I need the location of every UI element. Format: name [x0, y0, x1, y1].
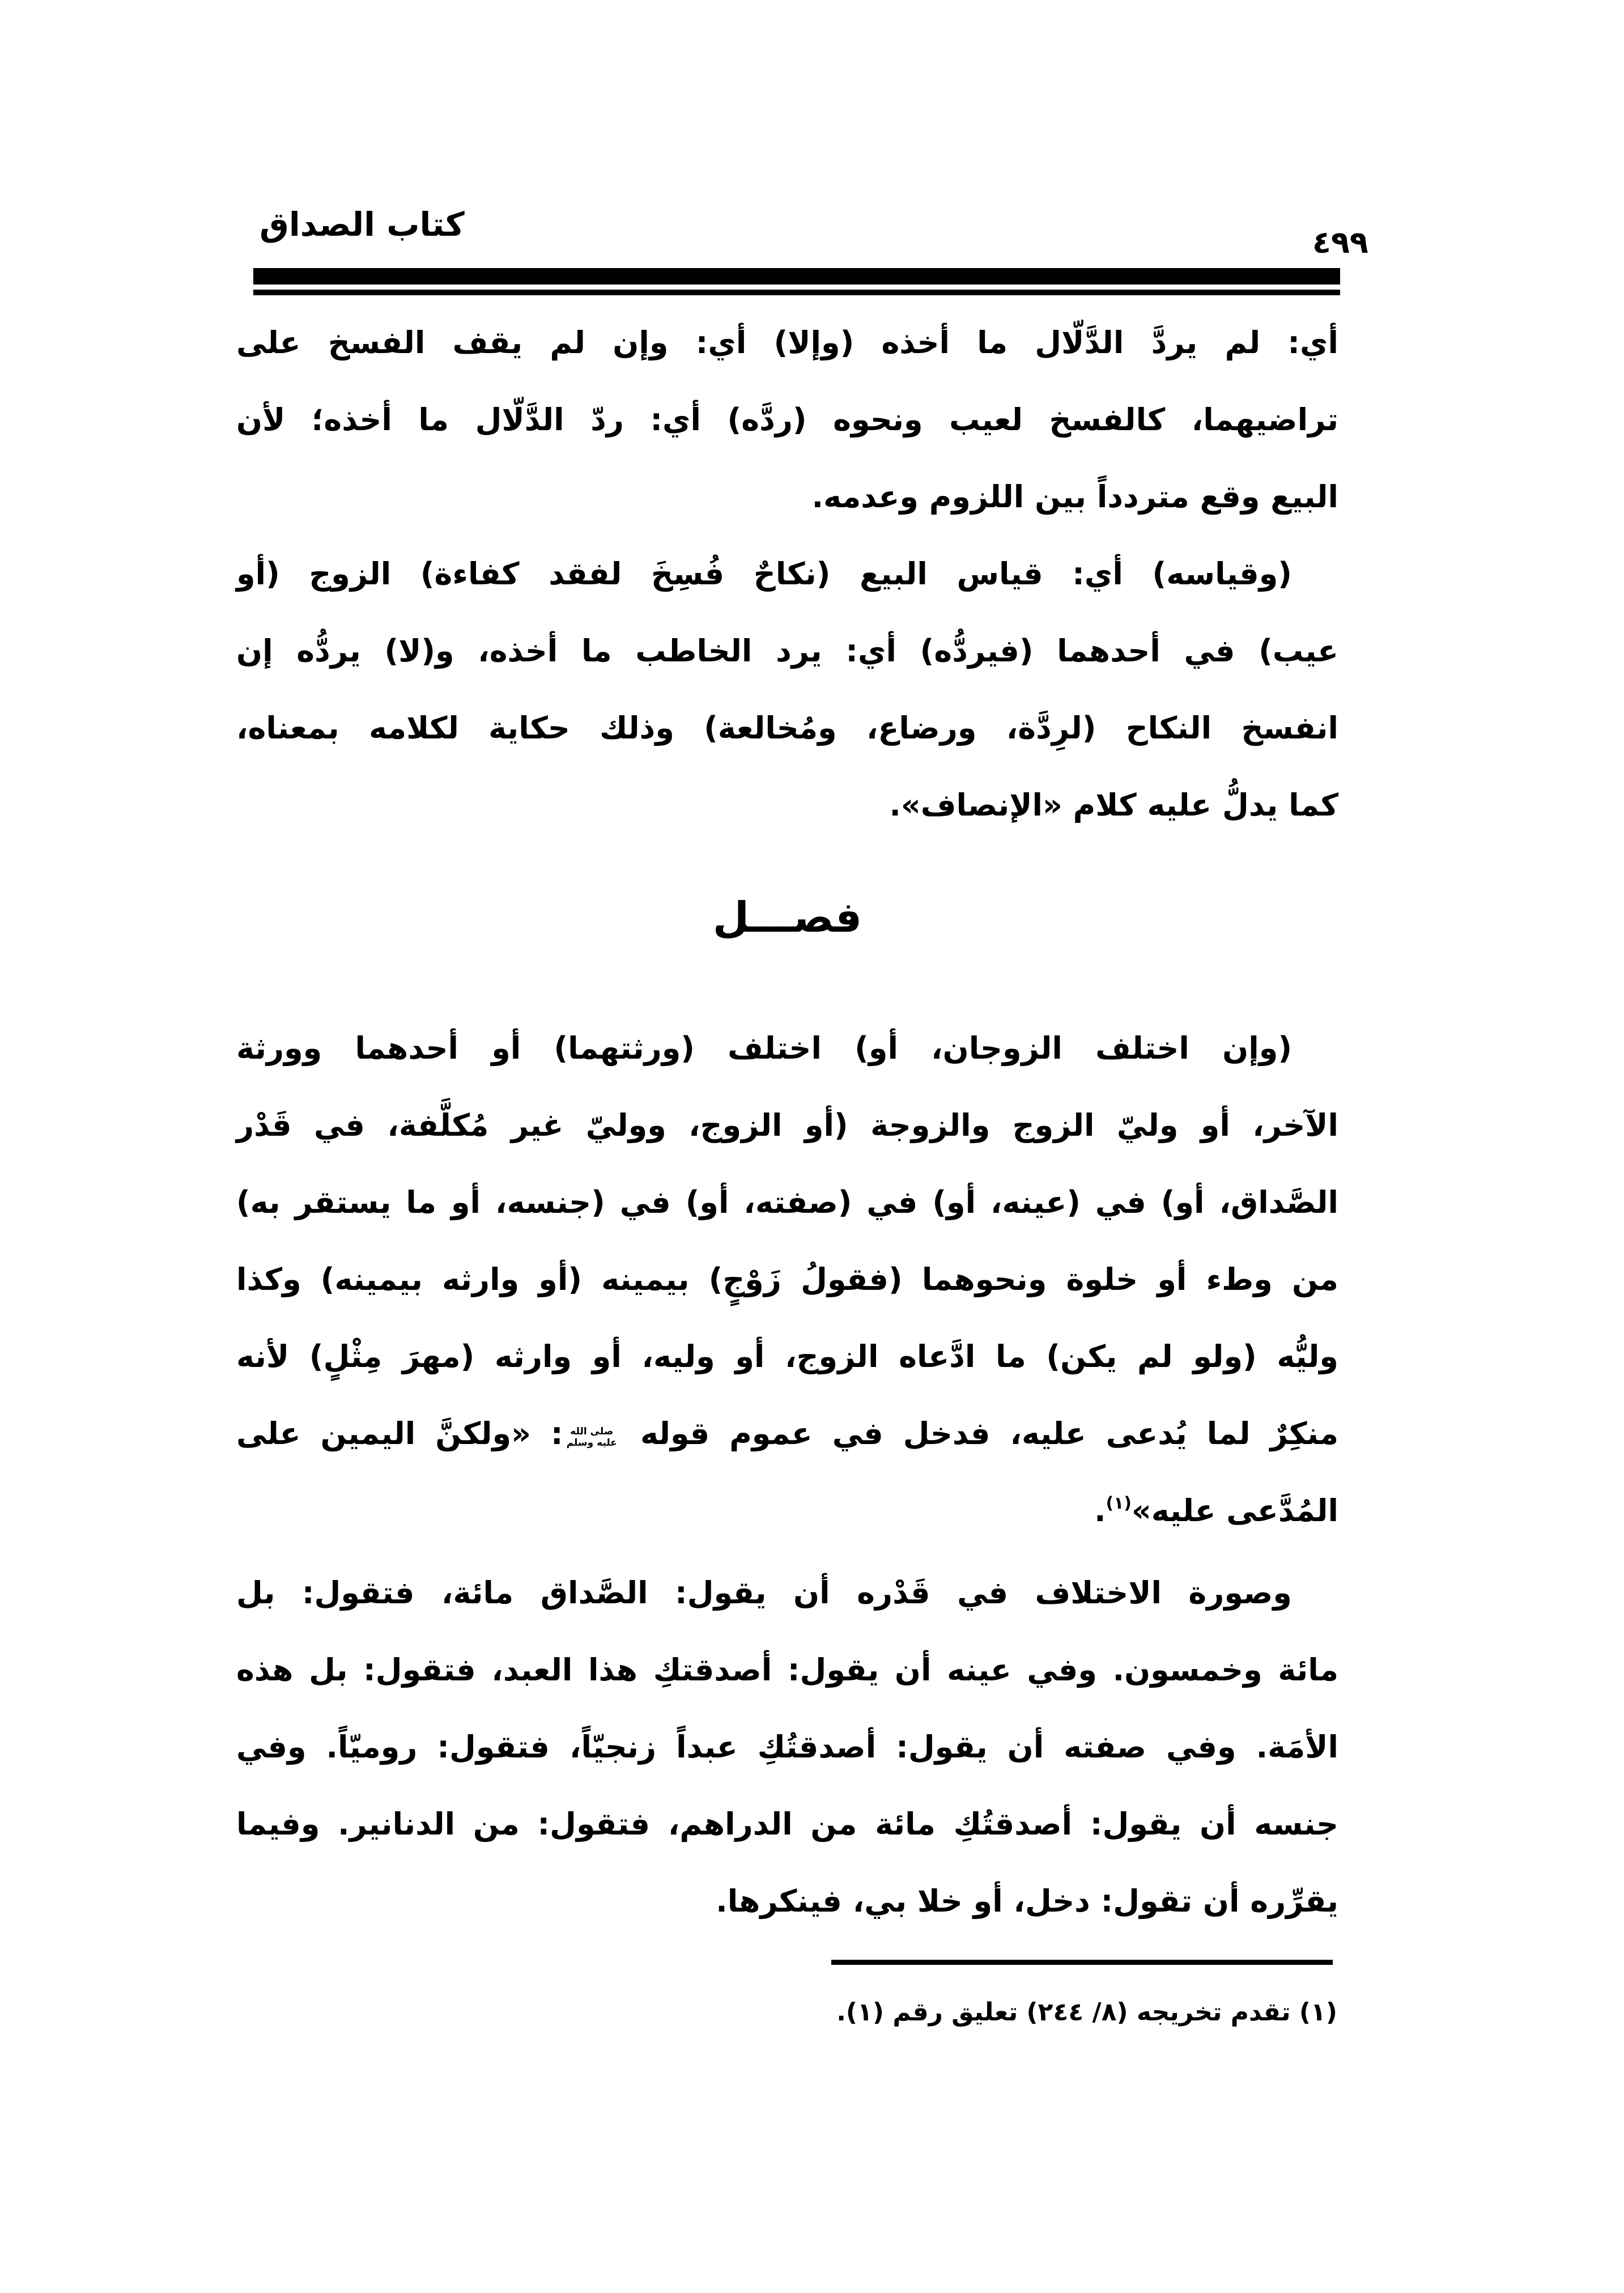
- text-line: (وقياسه) أي: قياس البيع (نكاحٌ فُسِخَ لفقد كفاءة) الزوج (أو: [236, 556, 1292, 592]
- text-segment: .: [1094, 1493, 1106, 1528]
- pbuh-top-text: صلى الله: [570, 1426, 614, 1437]
- text-line: تراضيهما، كالفسخ لعيب ونحوه (ردَّه) أي: ردّ الدَّلّال ما أخذه؛ لأن: [236, 402, 1338, 438]
- header-rule-thick: [253, 268, 1340, 284]
- running-head-book-title: كتاب الصداق: [260, 205, 465, 244]
- text-line: [236, 1395, 1338, 1472]
- pbuh-bottom-text: عليه وسلم: [566, 1437, 617, 1449]
- footnote-separator-rule: [831, 1960, 1333, 1965]
- text-line: الصَّداق، أو) في (عينه، أو) في (صفته، أو) في (جنسه، أو ما يستقر به): [236, 1184, 1338, 1220]
- text-line: جنسه أن يقول: أصدقتُكِ مائة من الدراهم، فتقول: من الدنانير. وفيما: [236, 1806, 1338, 1842]
- text-segment: منكِرٌ لما يُدعى عليه، فدخل في عموم قوله: [620, 1416, 1338, 1451]
- text-line: (وإن اختلف الزوجان، أو) اختلف (ورثتهما) أو أحدهما وورثة: [236, 1030, 1292, 1066]
- text-line: أي: لم يردَّ الدَّلّال ما أخذه (وإلا) أي: وإن لم يقف الفسخ على: [236, 325, 1338, 360]
- footnote-text: (١) تقدم تخريجه (٨/ ٢٤٤) تعليق رقم (١).: [836, 1998, 1337, 2027]
- text-line: كما يدلُّ عليه كلام «الإنصاف».: [889, 787, 1338, 823]
- text-line: وصورة الاختلاف في قَدْره أن يقول: الصَّداق مائة، فتقول: بل: [236, 1575, 1292, 1611]
- text-line: انفسخ النكاح (لرِدَّة، ورضاع، ومُخالعة) وذلك حكاية لكلامه بمعناه،: [236, 710, 1338, 746]
- text-line: الأمَة. وفي صفته أن يقول: أصدقتُكِ عبداً زنجيّاً، فتقول: روميّاً. وفي: [236, 1729, 1338, 1765]
- text-line: يقرِّره أن تقول: دخل، أو خلا بي، فينكرها.: [716, 1883, 1338, 1919]
- text-line: من وطء أو خلوة ونحوهما (فقولُ زَوْجٍ) بيمينه (أو وارثه بيمينه) وكذا: [236, 1262, 1338, 1297]
- header-rule-thin: [253, 290, 1340, 295]
- text-line: البيع وقع متردداً بين اللزوم وعدمه.: [811, 479, 1338, 515]
- section-heading: فصـــل: [712, 893, 862, 942]
- body-text: [236, 304, 1338, 1940]
- text-line: عيب) في أحدهما (فيردُّه) أي: يرد الخاطب ما أخذه، و(لا) يردُّه إن: [236, 633, 1338, 669]
- footnote-ref: (١): [1106, 1493, 1132, 1513]
- text-line: الآخر، أو وليّ الزوج والزوجة (أو الزوج، ووليّ غير مُكلَّفة، في قَدْر: [236, 1107, 1338, 1143]
- pbuh-calligraphy-icon: [567, 1426, 617, 1449]
- text-line: وليُّه (ولو لم يكن) ما ادَّعاه الزوج، أو وليه، أو وارثه (مهرَ مِثْلٍ) لأنه: [236, 1339, 1338, 1374]
- text-line: [236, 1472, 1338, 1555]
- text-segment: : «ولكنَّ اليمين على: [236, 1416, 563, 1451]
- text-segment: المُدَّعى عليه»: [1131, 1493, 1338, 1528]
- page-number: ٤٩٩: [1312, 224, 1368, 260]
- text-line: مائة وخمسون. وفي عينه أن يقول: أصدقتكِ هذا العبد، فتقول: بل هذه: [236, 1652, 1338, 1688]
